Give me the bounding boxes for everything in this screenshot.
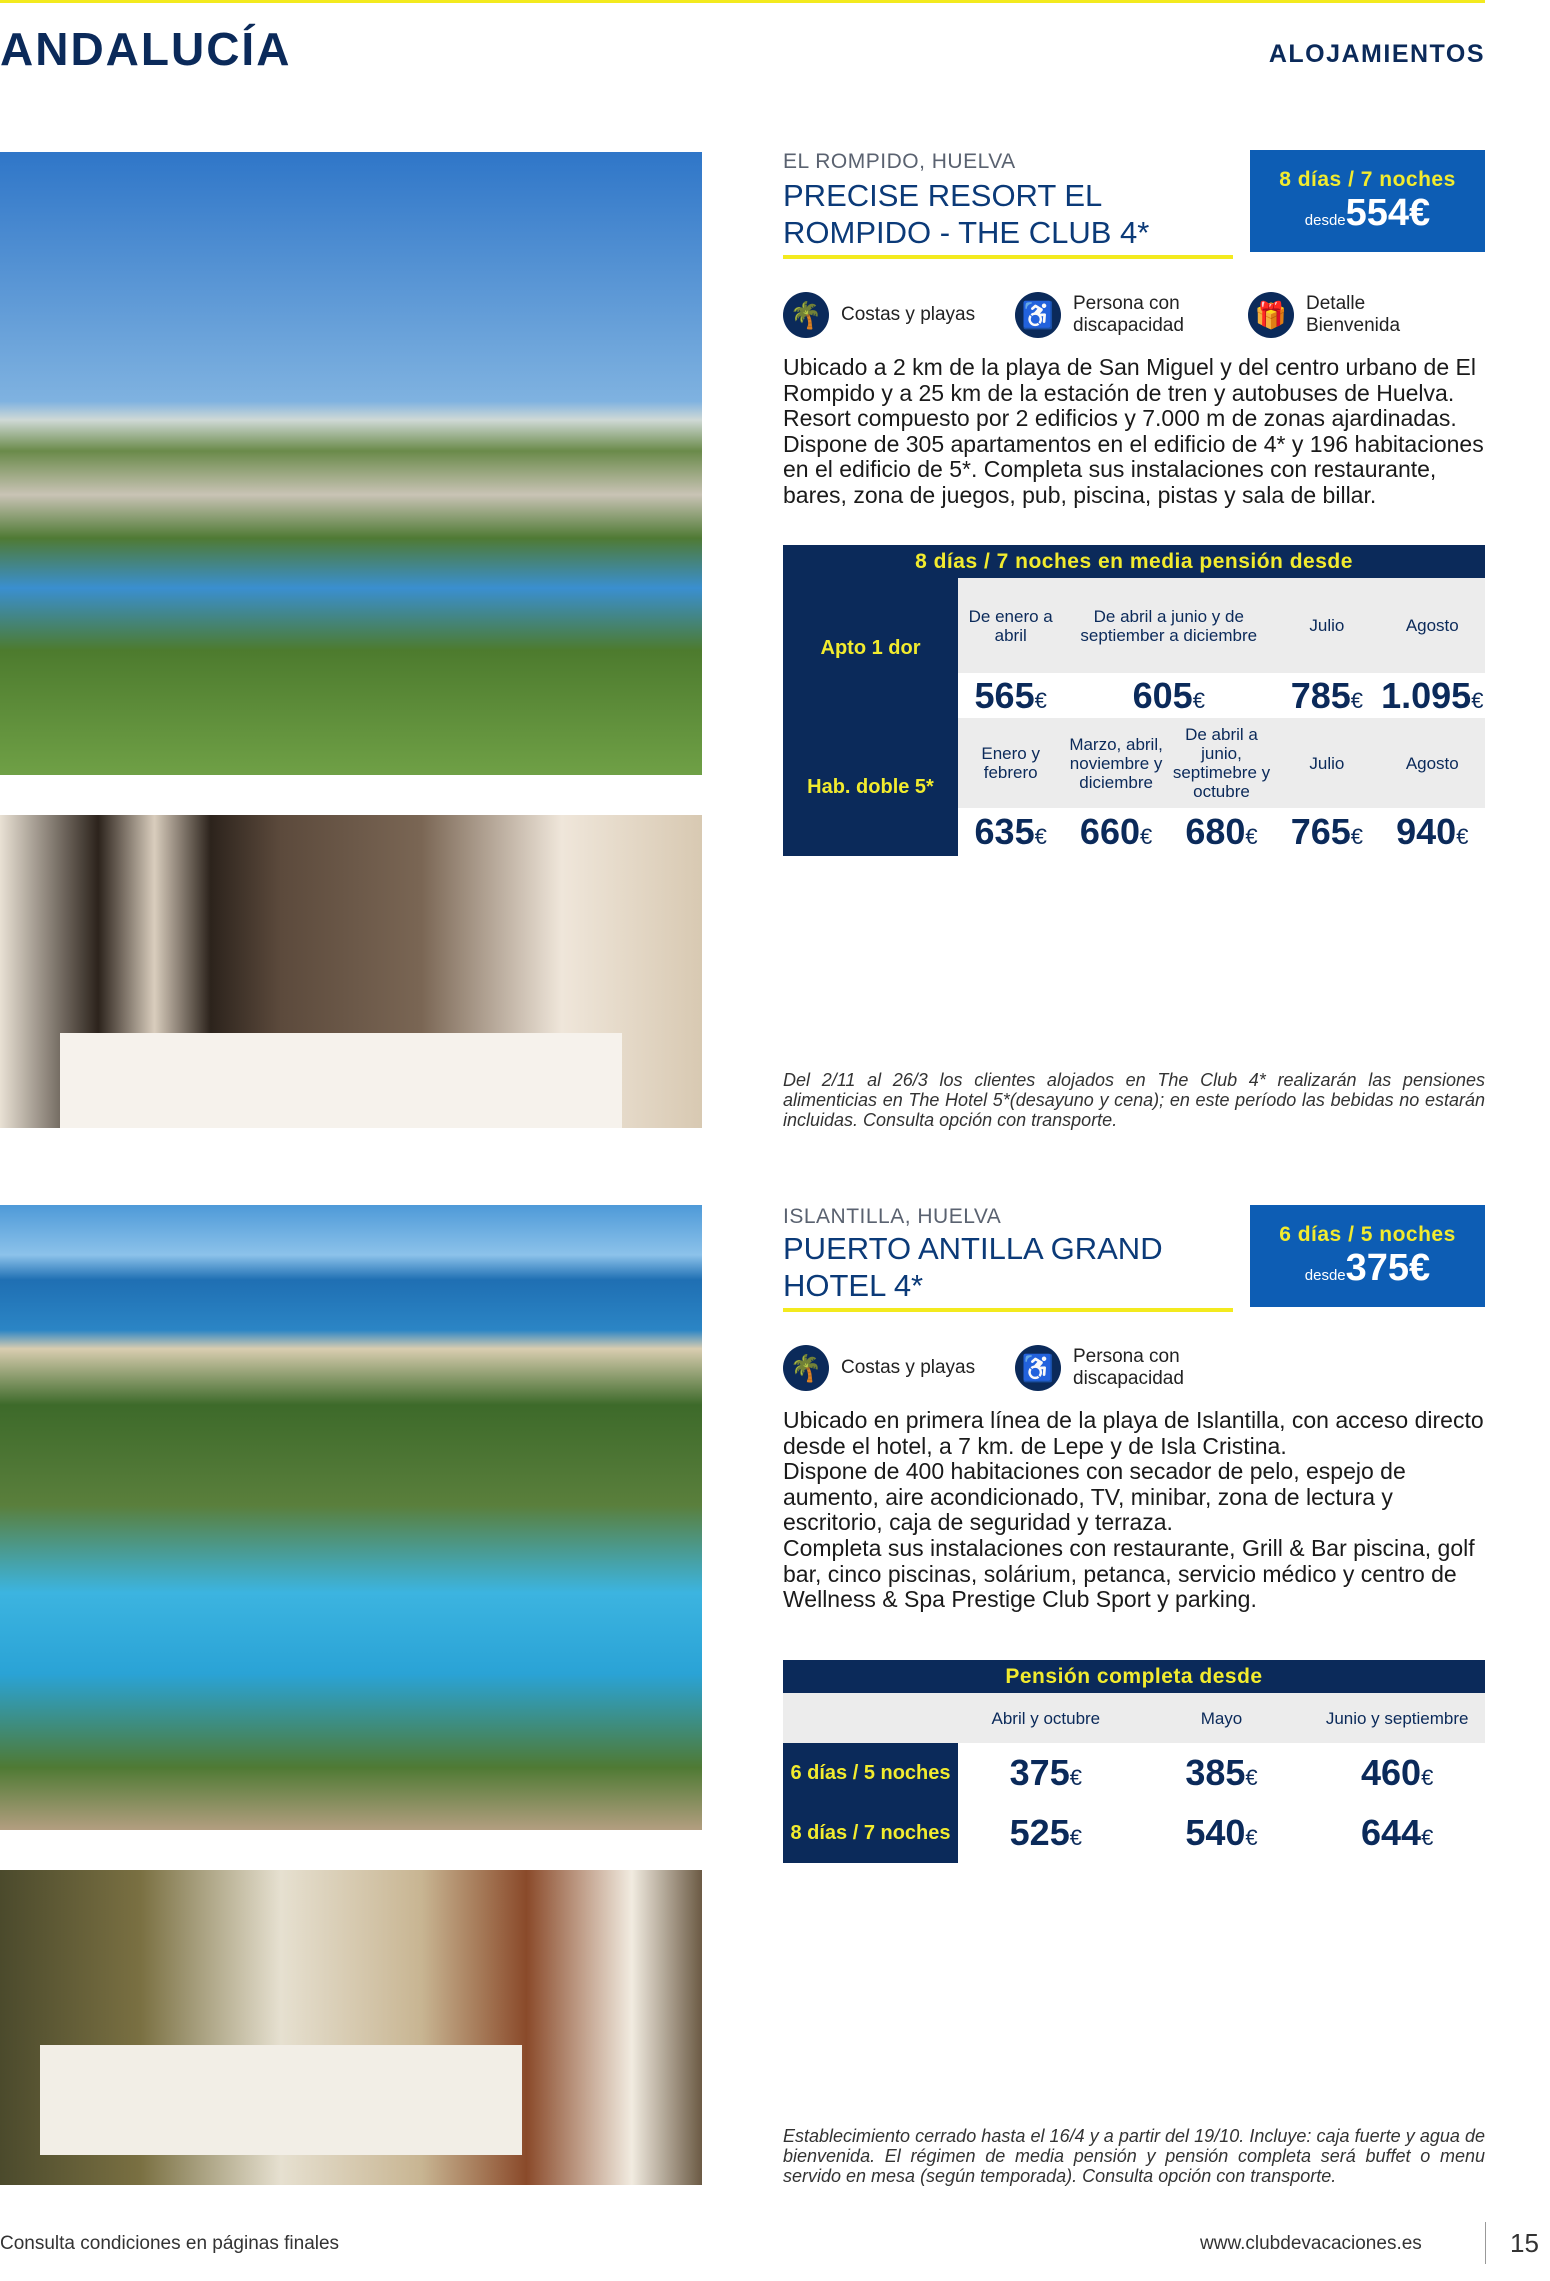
price-amount: 554€	[1345, 192, 1431, 234]
period-label: Abril y octubre	[958, 1693, 1134, 1743]
price-cell: 605€	[1063, 673, 1274, 718]
amenity-accessible	[1015, 292, 1215, 338]
table-title: Pensión completa desde	[783, 1660, 1485, 1693]
footer-conditions: Consulta condiciones en páginas finales	[0, 2233, 340, 2254]
period-label: De abril a junio y de septiember a diciembre	[1063, 578, 1274, 673]
price-cell: 460€	[1309, 1743, 1485, 1803]
period-label: Agosto	[1380, 718, 1485, 808]
row-label: 8 días / 7 noches	[783, 1803, 958, 1863]
price-from: desde	[1304, 1267, 1346, 1284]
period-label: De abril a junio, septimebre y octubre	[1169, 718, 1274, 808]
period-label: Enero y febrero	[958, 718, 1063, 808]
period-label: Junio y septiembre	[1309, 1693, 1485, 1743]
price-cell: 680€	[1169, 808, 1274, 856]
top-rule	[0, 0, 1485, 3]
price-cell: 660€	[1063, 808, 1168, 856]
hotel-2-room-photo	[0, 1870, 702, 2185]
wheelchair-icon: ♿	[1015, 292, 1061, 338]
period-label: De enero a abril	[958, 578, 1063, 673]
period-label: Mayo	[1134, 1693, 1310, 1743]
gift-icon: 🎁	[1248, 292, 1294, 338]
hotel-1-aerial-photo	[0, 152, 702, 775]
price-cell: 635€	[958, 808, 1063, 856]
price-cell: 375€	[958, 1743, 1134, 1803]
period-label: Julio	[1274, 578, 1379, 673]
hotel-2-price-box	[1250, 1205, 1485, 1307]
amenity-accessible	[1015, 1345, 1215, 1391]
hotel-2-name: PUERTO ANTILLA GRAND HOTEL 4*	[783, 1230, 1233, 1312]
period-label: Agosto	[1380, 578, 1485, 673]
row-label: Apto 1 dor	[783, 578, 958, 718]
price-from: desde	[1304, 212, 1346, 229]
row-label: 6 días / 5 noches	[783, 1743, 958, 1803]
amenity-beach	[783, 1345, 975, 1391]
price-cell: 565€	[958, 673, 1063, 718]
price-cell: 940€	[1380, 808, 1485, 856]
palm-tree-icon: 🌴	[783, 1345, 829, 1391]
hotel-2-description: Ubicado en primera línea de la playa de Islantilla, con acceso directo desde el hotel, a 7 km. de Lepe y de Isla Cristina. Dispone de 400 habitaciones con secador de pelo, espejo de aumento, aire acondicionado, TV, minibar, zona de lectura y escritorio, caja de seguridad y terraza. Completa sus instalaciones con restaurante, Grill & Bar piscina, golf bar, cinco piscinas, solárium, petanca, servicio médico y centro de Wellness & Spa Prestige Club Sport y parking.	[783, 1407, 1484, 1613]
footer-divider	[1485, 2222, 1486, 2264]
region-title: ANDALUCÍA	[0, 23, 292, 75]
hotel-1-room-photo	[0, 815, 702, 1128]
hotel-2-location: ISLANTILLA, HUELVA	[783, 1205, 1002, 1228]
price-cell: 385€	[1134, 1743, 1310, 1803]
period-label: Marzo, abril, noviembre y diciembre	[1063, 718, 1168, 808]
price-nights: 6 días / 5 noches	[1279, 1223, 1456, 1246]
hotel-1-price-table	[783, 545, 1485, 856]
amenity-label: Detalle Bienvenida	[1306, 293, 1401, 336]
hotel-1-description: Ubicado a 2 km de la playa de San Miguel y del centro urbano de El Rompido y a 25 km de la estación de tren y autobuses de Huelva. Resort compuesto por 2 edificios y 7.000 m de zonas ajardinadas. Dispone de 305 apartamentos en el edificio de 4* y 196 habitaciones en el edificio de 5*. Completa sus instalaciones con restaurante, bares, zona de juegos, pub, piscina, pistas y sala de billar.	[783, 354, 1484, 508]
price-cell: 765€	[1274, 808, 1379, 856]
price-cell: 1.095€	[1380, 673, 1485, 718]
amenity-label: Costas y playas	[841, 1357, 976, 1378]
amenity-label: Persona con discapacidad	[1073, 293, 1184, 336]
price-cell: 785€	[1274, 673, 1379, 718]
page-number: 15	[1510, 2228, 1539, 2258]
price-amount: 375€	[1345, 1247, 1431, 1289]
hotel-1-price-box	[1250, 150, 1485, 252]
hotel-1-location: EL ROMPIDO, HUELVA	[783, 150, 1016, 173]
price-cell: 540€	[1134, 1803, 1310, 1863]
table-title: 8 días / 7 noches en media pensión desde	[783, 545, 1485, 578]
section-title: ALOJAMIENTOS	[1268, 40, 1485, 68]
hotel-2-price-table	[783, 1660, 1485, 1863]
amenity-beach	[783, 292, 975, 338]
hotel-2-note: Establecimiento cerrado hasta el 16/4 y a partir del 19/10. Incluye: caja fuerte y agua de bienvenida. El régimen de media pensión y pensión completa será buffet o menu servido en mesa (según temporada). Consulta opción con transporte.	[783, 2126, 1485, 2186]
price-cell: 525€	[958, 1803, 1134, 1863]
wheelchair-icon: ♿	[1015, 1345, 1061, 1391]
amenity-label: Persona con discapacidad	[1073, 1346, 1184, 1389]
footer-url[interactable]: www.clubdevacaciones.es	[1200, 2233, 1422, 2254]
period-label: Julio	[1274, 718, 1379, 808]
palm-tree-icon: 🌴	[783, 292, 829, 338]
empty-corner	[783, 1693, 958, 1743]
price-nights: 8 días / 7 noches	[1279, 168, 1456, 191]
amenity-gift	[1248, 292, 1418, 338]
row-label: Hab. doble 5*	[783, 718, 958, 856]
hotel-2-pool-photo	[0, 1205, 702, 1830]
amenity-label: Costas y playas	[841, 304, 976, 325]
price-cell: 644€	[1309, 1803, 1485, 1863]
hotel-1-name: PRECISE RESORT EL ROMPIDO - THE CLUB 4*	[783, 177, 1233, 259]
hotel-1-note: Del 2/11 al 26/3 los clientes alojados en The Club 4* realizarán las pensiones alimenticias en The Hotel 5*(desayuno y cena); en este período las bebidas no estarán incluidas. Consulta opción con transporte.	[783, 1070, 1485, 1130]
